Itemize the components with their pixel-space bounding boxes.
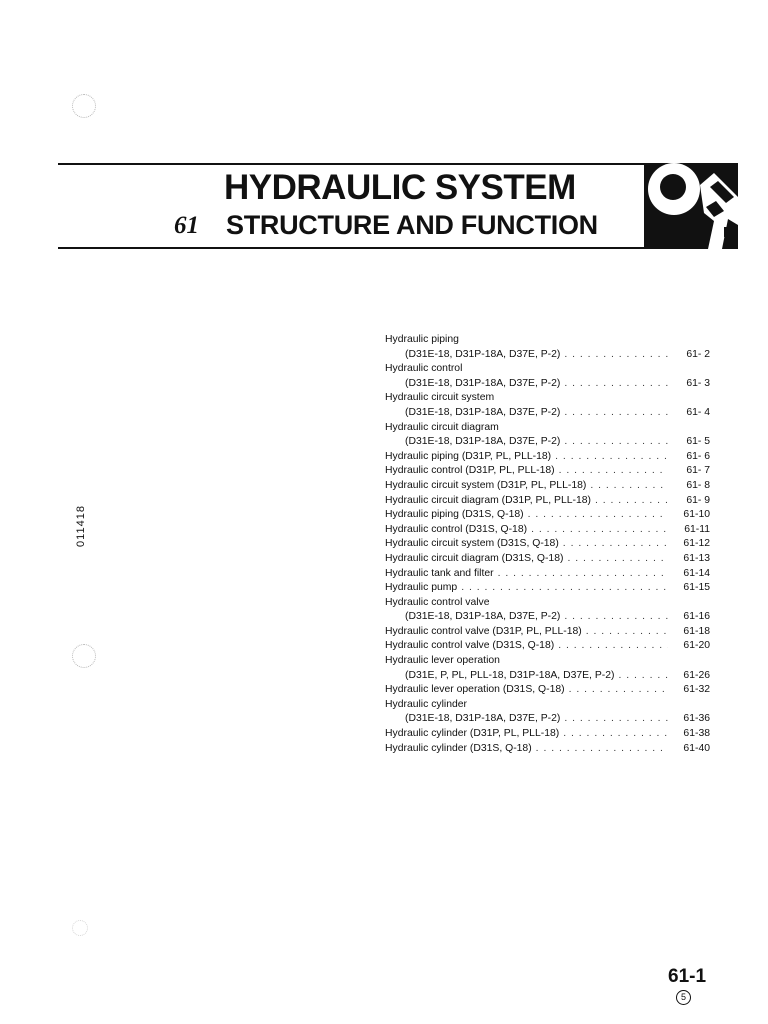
toc-entry-page: 61-40: [683, 742, 710, 754]
toc-entry-page: 61-13: [683, 552, 710, 564]
punch-hole-mark: [72, 920, 88, 936]
dot-leader: [563, 727, 668, 742]
toc-entry: [385, 537, 710, 552]
dot-leader: [536, 742, 668, 757]
toc-entry-title: Hydraulic circuit system (D31P, PL, PLL-18): [385, 479, 587, 491]
toc-entry: [385, 421, 710, 436]
toc-entry-title: Hydraulic lever operation (D31S, Q-18): [385, 684, 565, 696]
toc-entry-title: Hydraulic control valve: [385, 596, 490, 608]
toc-entry-title: Hydraulic control (D31P, PL, PLL-18): [385, 465, 555, 477]
hydraulic-cylinder-icon: [644, 163, 738, 249]
toc-entry-title: Hydraulic circuit diagram (D31S, Q-18): [385, 552, 564, 564]
toc-entry-title: Hydraulic tank and filter: [385, 567, 494, 579]
toc-entry-title: Hydraulic piping (D31S, Q-18): [385, 509, 524, 521]
toc-entry: [385, 727, 710, 742]
dot-leader: [564, 406, 668, 421]
punch-hole-mark: [72, 94, 96, 118]
dot-leader: [618, 669, 668, 684]
toc-entry-page: 61-11: [684, 523, 710, 535]
toc-entry: [385, 683, 710, 698]
toc-entry-title: Hydraulic circuit system (D31S, Q-18): [385, 538, 559, 550]
toc-entry-page: 61- 7: [686, 465, 710, 477]
toc-entry-title: Hydraulic control valve (D31S, Q-18): [385, 640, 555, 652]
toc-entry-title: Hydraulic control: [385, 363, 463, 375]
toc-entry-page: 61-18: [683, 625, 710, 637]
toc-entry-page: 61-16: [683, 611, 710, 623]
page-title: HYDRAULIC SYSTEM: [224, 168, 576, 207]
document-code: 011418: [74, 505, 87, 547]
toc-entry-page: 61-14: [683, 567, 710, 579]
toc-entry-page: 61-26: [683, 669, 710, 681]
punch-hole-mark: [72, 644, 96, 668]
toc-entry: [385, 348, 710, 363]
toc-entry-title: Hydraulic cylinder (D31P, PL, PLL-18): [385, 728, 560, 740]
toc-entry: [385, 639, 710, 654]
toc-entry-page: 61- 9: [686, 494, 710, 506]
toc-entry-title: (D31E-18, D31P-18A, D37E, P-2): [405, 713, 561, 725]
toc-entry-title: Hydraulic control valve (D31P, PL, PLL-18): [385, 625, 582, 637]
toc-entry: [385, 742, 710, 757]
toc-entry-page: 61-32: [683, 684, 710, 696]
dot-leader: [528, 508, 668, 523]
toc-entry-page: 61-15: [683, 582, 710, 594]
toc-entry-title: Hydraulic cylinder (D31S, Q-18): [385, 742, 532, 754]
dot-leader: [564, 377, 668, 392]
dot-leader: [555, 450, 668, 465]
toc-entry-page: 61-20: [683, 640, 710, 652]
toc-entry: [385, 508, 710, 523]
toc-entry: [385, 435, 710, 450]
toc-entry-title: (D31E-18, D31P-18A, D37E, P-2): [405, 611, 561, 623]
toc-entry: [385, 669, 710, 684]
toc-entry: [385, 362, 710, 377]
toc-entry-page: 61- 2: [686, 348, 710, 360]
dot-leader: [564, 348, 668, 363]
toc-entry: [385, 494, 710, 509]
dot-leader: [498, 567, 668, 582]
toc-entry: [385, 596, 710, 611]
dot-leader: [567, 552, 668, 567]
section-number: 61: [174, 212, 199, 239]
toc-entry: [385, 391, 710, 406]
dot-leader: [461, 581, 668, 596]
dot-leader: [564, 610, 668, 625]
toc-entry: [385, 406, 710, 421]
toc-entry: [385, 712, 710, 727]
header-rule-bottom: [58, 247, 644, 249]
toc-entry: [385, 552, 710, 567]
toc-entry: [385, 654, 710, 669]
toc-entry-title: Hydraulic piping (D31P, PL, PLL-18): [385, 450, 552, 462]
dot-leader: [586, 625, 668, 640]
dot-leader: [559, 464, 668, 479]
toc-entry: [385, 479, 710, 494]
toc-entry-page: 61- 5: [686, 436, 710, 448]
toc-entry-title: Hydraulic lever operation: [385, 655, 500, 667]
toc-entry-page: 61- 6: [686, 450, 710, 462]
toc-entry-title: Hydraulic circuit system: [385, 392, 495, 404]
dot-leader: [564, 435, 668, 450]
dot-leader: [563, 537, 668, 552]
toc-entry: [385, 581, 710, 596]
toc-entry: [385, 698, 710, 713]
toc-entry-page: 61- 3: [686, 377, 710, 389]
toc-entry-title: (D31E-18, D31P-18A, D37E, P-2): [405, 406, 561, 418]
header-rule-top: [58, 163, 738, 165]
toc-entry-title: Hydraulic cylinder: [385, 698, 467, 710]
dot-leader: [531, 523, 668, 538]
dot-leader: [564, 712, 668, 727]
toc-entry: [385, 464, 710, 479]
toc-entry-title: (D31E-18, D31P-18A, D37E, P-2): [405, 348, 561, 360]
toc-entry-title: (D31E-18, D31P-18A, D37E, P-2): [405, 377, 561, 389]
toc-entry-page: 61-10: [683, 509, 710, 521]
toc-entry-page: 61-12: [683, 538, 710, 550]
table-of-contents: [385, 333, 710, 756]
toc-entry: [385, 610, 710, 625]
toc-entry-title: (D31E, P, PL, PLL-18, D31P-18A, D37E, P-2): [405, 669, 615, 681]
toc-entry: [385, 377, 710, 392]
toc-entry-title: Hydraulic piping: [385, 334, 459, 345]
dot-leader: [595, 494, 668, 509]
toc-entry-page: 61- 4: [686, 406, 710, 418]
toc-entry: [385, 450, 710, 465]
toc-entry-title: (D31E-18, D31P-18A, D37E, P-2): [405, 436, 561, 448]
toc-entry: [385, 333, 710, 348]
page-subtitle: STRUCTURE AND FUNCTION: [226, 210, 598, 240]
page-number: 61-1: [668, 966, 707, 987]
toc-entry-page: 61-36: [683, 713, 710, 725]
toc-entry: [385, 567, 710, 582]
dot-leader: [590, 479, 668, 494]
toc-entry-title: Hydraulic pump: [385, 582, 458, 594]
toc-entry-title: Hydraulic circuit diagram: [385, 421, 499, 433]
dot-leader: [558, 639, 668, 654]
toc-entry: [385, 523, 710, 538]
toc-entry-page: 61- 8: [686, 479, 710, 491]
toc-entry-page: 61-38: [683, 728, 710, 740]
toc-entry-title: Hydraulic control (D31S, Q-18): [385, 523, 528, 535]
dot-leader: [569, 683, 668, 698]
revision-badge: 5: [676, 990, 691, 1005]
toc-entry: [385, 625, 710, 640]
toc-entry-title: Hydraulic circuit diagram (D31P, PL, PLL-18): [385, 494, 591, 506]
